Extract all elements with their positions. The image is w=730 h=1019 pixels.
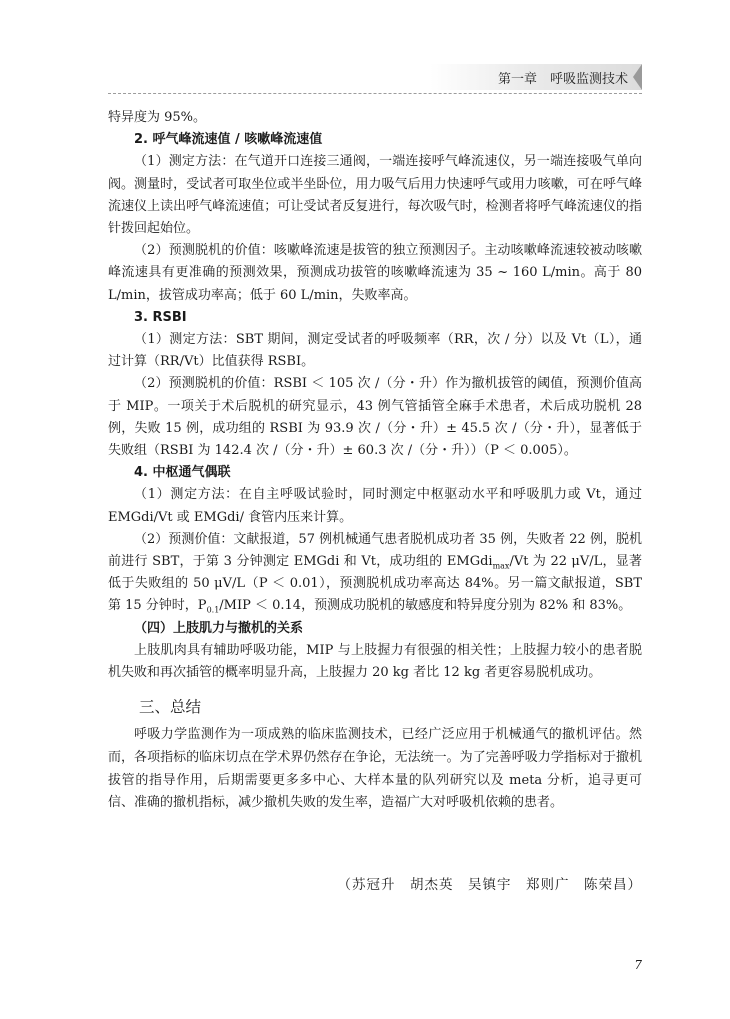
paragraph-upper-limb: 上肢肌肉具有辅助呼吸功能，MIP 与上肢握力有很强的相关性；上肢握力较小的患者脱机失败和再次插管的概率明显升高，上肢握力 20 kg 者比 12 kg 者更容易脱机成功。 <box>108 642 642 681</box>
paragraph-peak-flow-method: （1）测定方法：在气道开口连接三通阀，一端连接呼气峰流速仪，另一端连接吸气单向阀。测量时，受试者可取坐位或半坐卧位，用力吸气后用力快速呼气或用力咳嗽，可在呼气峰流速仪上读出呼气峰流速值；可让受试者反复进行，每次吸气时，检测者将呼气峰流速仪的指针拨回起始位。 <box>108 154 642 237</box>
subscript-p01: 0.1 <box>206 606 220 616</box>
running-header <box>430 64 642 90</box>
paragraph-peak-flow-value: （2）预测脱机的价值：咳嗽峰流速是拔管的独立预测因子。主动咳嗽峰流速较被动咳嗽峰流速具有更准确的预测效果，预测成功拔管的咳嗽峰流速为 35 ~ 160 L/min。高于 80 L/min，拔管成功率高；低于 60 L/min，失败率高。 <box>108 243 642 303</box>
section-heading-summary: 三、总结 <box>139 698 202 717</box>
heading-upper-limb: （四）上肢肌力与撤机的关系 <box>134 620 304 636</box>
coupling-text-3: /MIP ＜ 0.14，预测成功脱机的敏感度和特异度分别为 82% 和 83%。 <box>219 598 632 614</box>
paragraph-summary: 呼吸力学监测作为一项成熟的临床监测技术，已经广泛应用于机械通气的撤机评估。然而，各项指标的临床切点在学术界仍然存在争论，无法统一。为了完善呼吸力学指标对于撤机拔管的指导作用，后期需要更多多中心、大样本量的队列研究以及 meta 分析，追寻更可信、准确的撤机指标，减少撤机失败的发生率，造福广大对呼吸机依赖的患者。 <box>108 727 642 811</box>
heading-central-coupling: 4. 中枢通气偶联 <box>134 465 231 481</box>
paragraph-coupling-value <box>108 529 642 618</box>
paragraph-coupling-method: （1）测定方法：在自主呼吸试验时，同时测定中枢驱动水平和呼吸肌力或 Vt，通过 EMGdi/Vt 或 EMGdi/ 食管内压来计算。 <box>108 487 642 525</box>
paragraph-rsbi-method: （1）测定方法：SBT 期间，测定受试者的呼吸频率（RR，次 / 分）以及 Vt（L），通过计算（RR/Vt）比值获得 RSBI。 <box>108 332 642 370</box>
coupling-text-1: （2）预测价值：文献报道，57 例机械通气患者脱机成功者 35 例，失败者 22 例，脱机前进行 SBT，于第 3 分钟测定 EMGdi 和 Vt，成功组的 EMGdi <box>108 531 642 570</box>
page-number: 7 <box>634 958 642 972</box>
heading-peak-flow: 2. 呼气峰流速值 / 咳嗽峰流速值 <box>134 132 323 148</box>
author-list: （苏冠升 胡杰英 吴镇宇 郑则广 陈荣昌） <box>337 877 642 893</box>
subscript-max: max <box>492 561 510 571</box>
header-divider <box>108 93 642 94</box>
heading-rsbi: 3. RSBI <box>134 309 187 325</box>
chapter-title: 第一章 呼吸监测技术 <box>497 72 628 87</box>
paragraph-rsbi-value: （2）预测脱机的价值：RSBI ＜ 105 次 /（分・升）作为撤机拔管的阈值，预测价值高于 MIP。一项关于术后脱机的研究显示，43 例气管插管全麻手术患者，术后成功脱机 28 例，失败 15 例，成功组的 RSBI 为 93.9 次 /（分・升）± 45.5 次 /（分・升），显著低于失败组（RSBI 为 142.4 次 /（分・升）± 60.3 次 /（分・升））（P ＜ 0.005）。 <box>108 376 642 459</box>
header-tab-marker <box>633 64 642 90</box>
page-body <box>108 107 642 815</box>
paragraph-specificity: 特异度为 95%。 <box>108 110 207 125</box>
coupling-text-2: /Vt 为 22 μV/L，显著低于失败组的 50 μV/L（P ＜ 0.01），预测脱机成功率高达 84%。另一篇文献报道，SBT 第 15 分钟时，P <box>108 554 642 614</box>
